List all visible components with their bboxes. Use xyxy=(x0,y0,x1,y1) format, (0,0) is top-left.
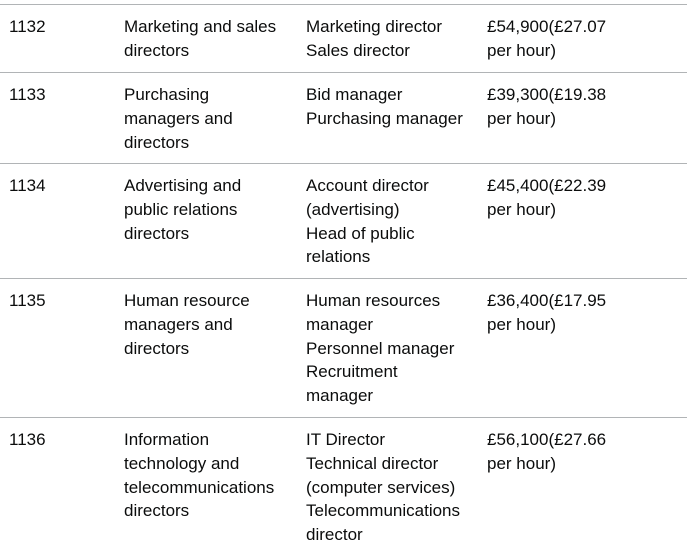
going-rate: £39,300(£19.38 per hour) xyxy=(487,85,607,128)
going-rate: £56,100(£27.66 per hour) xyxy=(487,430,607,473)
occupation-code: 1136 xyxy=(9,430,46,449)
occupation-code: 1134 xyxy=(9,176,46,195)
going-rate: £45,400(£22.39 per hour) xyxy=(487,176,607,219)
related-job-titles: Account director (advertising) Head of public relations xyxy=(306,176,429,267)
related-job-titles: Human resources manager Personnel manager Recruitment manager xyxy=(306,291,455,406)
related-job-titles: IT Director Technical director (computer services) Telecommunications director xyxy=(306,430,461,545)
going-rate: £36,400(£17.95 per hour) xyxy=(487,291,607,334)
job-type: Purchasing managers and directors xyxy=(124,85,233,152)
table-row xyxy=(0,418,687,548)
job-type: Human resource managers and directors xyxy=(124,291,250,358)
related-job-titles: Bid manager Purchasing manager xyxy=(306,85,463,128)
job-type: Marketing and sales directors xyxy=(124,17,277,60)
occupation-code: 1133 xyxy=(9,85,46,104)
table-row xyxy=(0,279,687,418)
related-job-titles: Marketing director Sales director xyxy=(306,17,443,60)
table-row xyxy=(0,5,687,73)
occupation-code: 1135 xyxy=(9,291,46,310)
table-row xyxy=(0,164,687,279)
job-type: Information technology and telecommunications directors xyxy=(124,430,275,521)
job-type: Advertising and public relations directors xyxy=(124,176,242,243)
occupation-table xyxy=(0,4,700,548)
occupation-code: 1132 xyxy=(9,17,46,36)
table-row xyxy=(0,73,687,164)
going-rate: £54,900(£27.07 per hour) xyxy=(487,17,607,60)
